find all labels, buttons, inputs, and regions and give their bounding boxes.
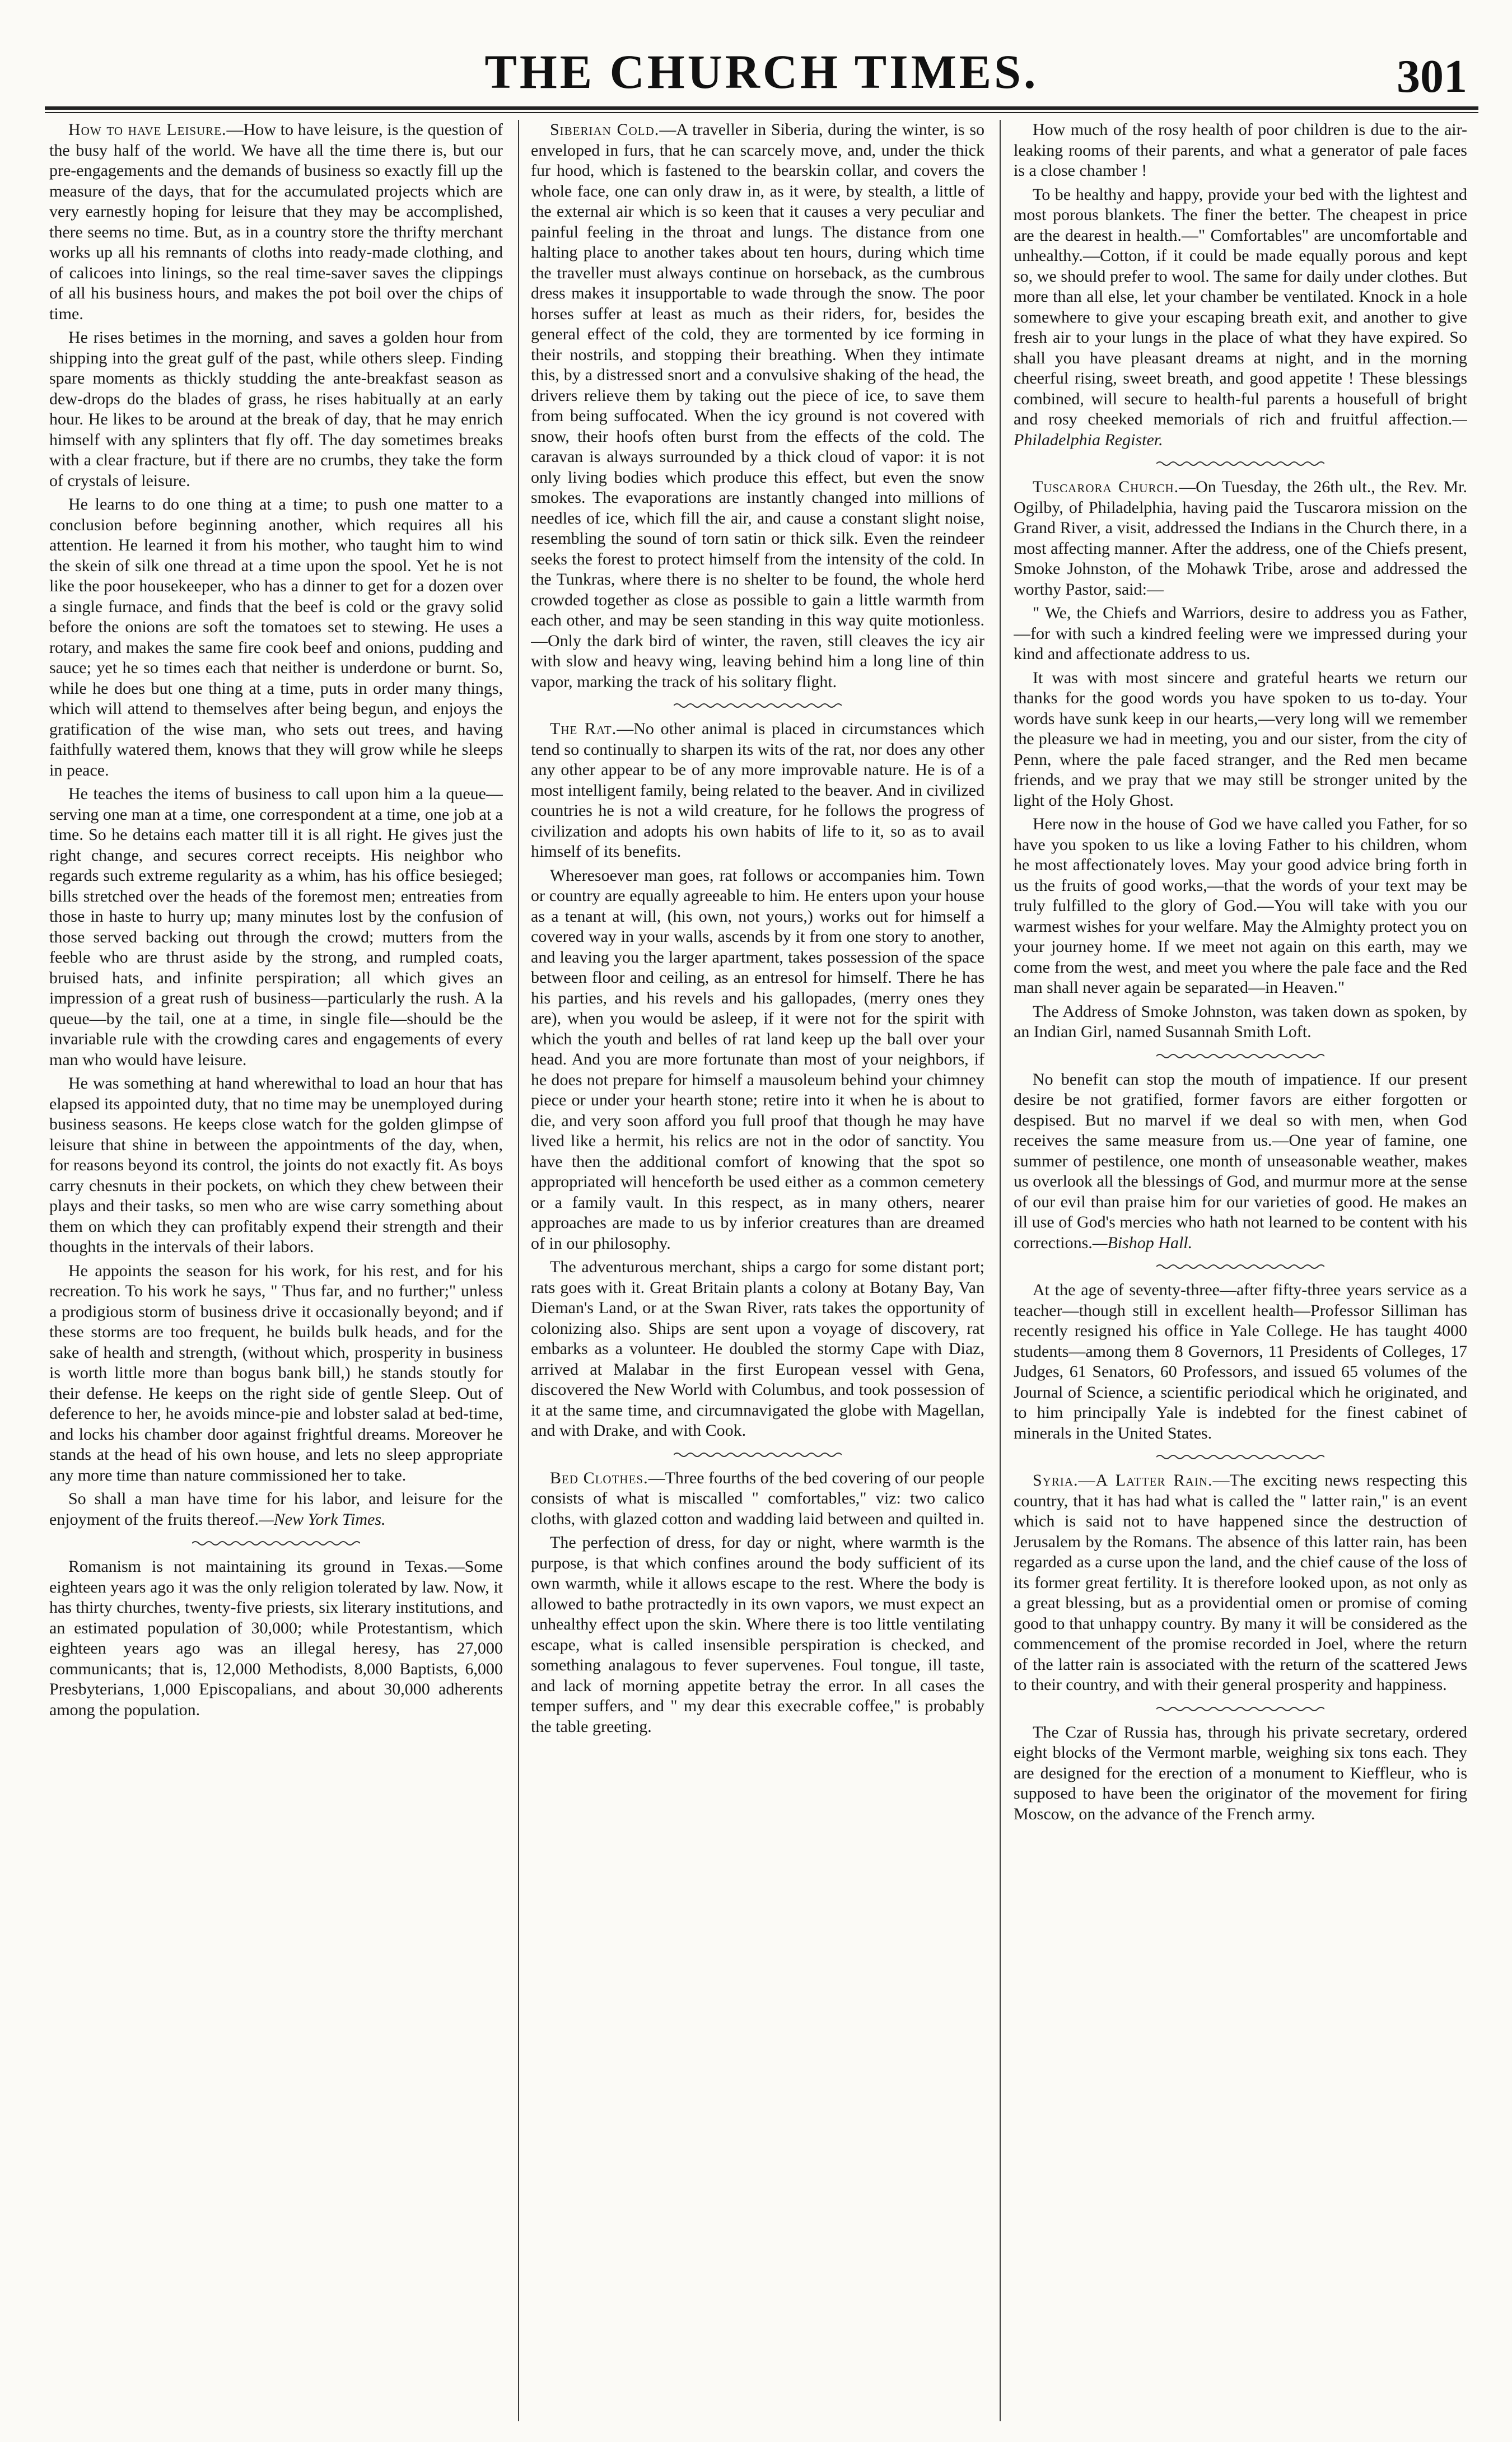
article-bed-clothes: Bed Clothes.—Three fourths of the bed covering of our people consists of what is miscalled " comfortables," viz: two calico cloths, with glazed cotton and wadding laid between and quilted in. (531, 1468, 984, 1528)
article-silliman: At the age of seventy-three—after fifty-three years service as a teacher—though still in excellent health—Professor Silliman has recently resigned his office in Yale College. He has taught 4000 students—among them 8 Governors, 11 Presidents of Colleges, 17 Judges, 61 Senators, 60 Professors, and issued 65 volumes of the Journal of Science, a scientific periodical which he originated, and to him principally Yale is indebted for the finest cabinet of minerals in the United States. (1014, 1281, 1467, 1442)
newspaper-title: THE CHURCH TIMES. (484, 45, 1039, 99)
article-rat: The Rat.—No other animal is placed in circumstances which tend so continually to sharpen its wits of the rat, nor does any other any other appear to be of any more improvable nature. He is of a most intelligent family, being related to the beaver. And in civilized countries he is not a wild creature, for he follows the progress of civilization and adopts his own habits of life to it, so as to avail himself of its benefits. (531, 720, 984, 861)
article-paragraph: He teaches the items of business to call upon him a la queue—serving one man at a time, one correspondent at a time, one job at a time. So he detains each matter till it is all right. He gives just the right change, and secures correct receipts. His neighbor who regards such extreme regularity as a whim, has his office besieged; bills stretched over the heads of the foremost men; entreaties from those in haste to hurry up; many minutes lost by the confusion of those served backing out through the crowd; mutters from the feeble who are thrust aside by the strong, and rumpled coats, bruised hats, and infinite perspiration; all which gives an impression of a great rush of business—particularly the rush. A la queue—by the tail, one at a time, in single file—should be the invariable rule with the crowding cares and engagements of every man who would have leisure. (49, 785, 503, 1069)
column-2 (531, 120, 984, 2427)
article-source: —Philadelphia Register. (1014, 410, 1467, 449)
column-3 (1014, 120, 1467, 2427)
article-paragraph: The Address of Smoke Johnston, was taken down as spoken, by an Indian Girl, named Susannah Smith Loft. (1014, 1002, 1467, 1041)
article-paragraph: How much of the rosy health of poor children is due to the air-leaking rooms of their parents, and what a generator of pale faces is a close chamber ! (1014, 120, 1467, 180)
wavy-rule-icon (674, 702, 842, 709)
column-1 (49, 120, 503, 2427)
masthead-rule (45, 106, 1478, 110)
article-paragraph: He appoints the season for his work, for his rest, and for his recreation. To his work he says, " Thus far, and no further;" unless a prodigious storm of business drive it occasionally beyond; and if these storms are too frequent, he builds bulk heads, and for the sake of health and strength, (without which, prosperity in business is worth little more than bogus bank bill,) he stands stoutly for their defense. He keeps on the right side of gentle Sleep. Out of deference to her, he avoids mince-pie and lobster salad at bed-time, and locks his chamber door against frightful dreams. Moreover he stands at the head of his own house, and lets no sleep appropriate any more time than nature commissioned her to take. (49, 1261, 503, 1484)
article-paragraph: " We, the Chiefs and Warriors, desire to address you as Father,—for with such a kindred feeling were we impressed during your kind and affectionate address to us. (1014, 604, 1467, 663)
article-heading: Syria.—A Latter Rain. (1033, 1471, 1213, 1490)
wavy-rule-icon (674, 1451, 842, 1459)
wavy-rule-divider (1014, 458, 1467, 469)
article-paragraph: Wheresoever man goes, rat follows or accompanies him. Town or country are equally agreeable to him. He enters upon your house as a tenant at will, (his own, not yours,) works out for himself a covered way in your walls, ascends by it from one story to another, and leaving you the larger apartment, takes possession of the space between floor and ceiling, as an entresol for himself. There he has his parties, and his revels and his gallopades, (merry ones they are), when you would be asleep, if it were not for the spirit with which the youth and belles of rat land keep up the ball over your head. And you are more fortunate than most of your neighbors, if he does not prepare for himself a mausoleum behind your chimney piece or under your hearth stone; retire into it when he is about to die, and very soon afford you full proof that though he may have lived like a hermit, his relics are not in the odor of sanctity. You have then the additional comfort of knowing that the spot so appropriated will henceforth be used either as a common cemetery or a family vault. In this respect, as in many others, nearer approaches are made to us by inferior creatures than are dreamed of in our philosophy. (531, 866, 984, 1253)
article-paragraph-closing: So shall a man have time for his labor, and leisure for the enjoyment of the fruits thereof.—New York Times. (49, 1490, 503, 1529)
article-paragraph: He rises betimes in the morning, and saves a golden hour from shipping into the great gulf of the past, while others sleep. Finding spare moments as thickly studding the ante-breakfast season as dew-drops do the blades of grass, he rises habitually at an early hour. He likes to be around at the break of day, that he may enrich himself with any splinters that fly off. The day sometimes breaks with a clear fracture, but if there are no crumbs, they take the form of crystals of leisure. (49, 328, 503, 490)
article-leisure-intro: How to have Leisure.—How to have leisure, is the question of the busy half of the world. We have all the time there is, but our pre-engagements and the demands of business so exactly fill up the measure of the days, that for the accumulated projects which are very earnestly hoping for leisure that they may be accomplished, there seems no time. But, as in a country store the thrifty merchant works up all his remnants of cloths into ready-made clothing, and of calicoes into linings, so the real time-saver saves the clippings of all his business hours, and makes the pot boil over the chips of time. (49, 120, 503, 323)
article-heading: The Rat. (550, 720, 617, 738)
wavy-rule-divider (531, 700, 984, 711)
wavy-rule-divider (1014, 1261, 1467, 1272)
column-divider-1 (518, 120, 519, 2421)
article-texas: Romanism is not maintaining its ground in Texas.—Some eighteen years ago it was the only religion tolerated by law. Now, it has thirty churches, twenty-five priests, six literary institutions, and an estimated population of 30,000; while Protestantism, which eighteen years ago was an illegal heresy, has 27,000 communicants; that is, 12,000 Methodists, 8,000 Baptists, 6,000 Presbyterians, 1,000 Episcopalians, and about 30,000 adherents among the population. (49, 1557, 503, 1719)
wavy-rule-icon (192, 1539, 360, 1547)
masthead (45, 17, 1478, 101)
article-heading: Siberian Cold. (550, 120, 660, 139)
article-heading: How to have Leisure. (68, 120, 227, 139)
wavy-rule-icon (1156, 1453, 1324, 1461)
article-impatience: No benefit can stop the mouth of impatience. If our present desire be not gratified, former favors are either forgotten or despised. But no marvel if we deal so with men, when God receives the same measure from us.—One year of famine, one summer of pestilence, one month of unseasonable weather, makes us overlook all the blessings of God, and murmur more at the sense of our evil than praise him for our varieties of good. He makes an ill use of God's mercies who hath not learned to be content with his corrections.—Bishop Hall. (1014, 1070, 1467, 1252)
article-heading: Bed Clothes. (550, 1468, 648, 1487)
wavy-rule-icon (1156, 1052, 1324, 1060)
wavy-rule-divider (49, 1538, 503, 1549)
article-paragraph: The perfection of dress, for day or night, where warmth is the purpose, is that which confines around the body sufficient of its own warmth, while it allows escape to the rest. Where the body is allowed to bathe protractedly in its own vapors, we must expect an unhealthy effect upon the skin. Where there is too little ventilating escape, what is called insensible perspiration is checked, and something analagous to fever supervenes. Foul tongue, ill taste, and lack of morning appetite betray the error. In all cases the temper suffers, and " my dear this execrable coffee," is probably the table greeting. (531, 1533, 984, 1736)
wavy-rule-divider (1014, 1451, 1467, 1463)
wavy-rule-icon (1156, 460, 1324, 468)
article-siberian-cold: Siberian Cold.—A traveller in Siberia, during the winter, is so enveloped in furs, that he can scarcely move, and, under the thick fur hood, which is fastened to the bearskin collar, and covers the whole face, one can only draw in, as it were, by stealth, a little of the external air which is so keen that it causes a very peculiar and painful feeling in the throat and lungs. The distance from one halting place to another takes about ten hours, during which time the traveller must always continue on horseback, as the cumbrous dress makes it insupportable to wade through the snow. The poor horses suffer at least as much as their riders, for, besides the general effect of the cold, they are tormented by ice forming in their nostrils, and stopping their breathing. When they intimate this, by a distressed snort and a convulsive shaking of the head, the drivers relieve them by taking out the piece of ice, to save them from being suffocated. When the icy ground is not covered with snow, their hoofs often burst from the effects of the cold. The caravan is always surrounded by a thick cloud of vapor: it is not only living bodies which produce this effect, but even the snow smokes. The evaporations are instantly changed into millions of needles of ice, which fill the air, and cause a constant slight noise, resembling the sound of torn satin or thick silk. Even the reindeer seeks the forest to protect himself from the intensity of the cold. In the Tunkras, where there is no shelter to be found, the whole herd crowded together as close as possible to gain a little warmth from each other, and may be seen standing in this way quite motionless.—Only the dark bird of winter, the raven, still cleaves the icy air with slow and heavy wing, leaving behind him a long line of thin vapor, marking the track of his solitary flight. (531, 120, 984, 691)
article-czar-marble: The Czar of Russia has, through his private secretary, ordered eight blocks of the Vermont marble, weighing six tons each. They are designed for the erection of a monument to Kieffleur, who is supposed to have been the originator of the movement for firing Moscow, on the advance of the French army. (1014, 1722, 1467, 1823)
masthead-rule-thin (45, 112, 1478, 113)
article-source: —Bishop Hall. (1092, 1233, 1193, 1252)
article-tuscarora-church: Tuscarora Church.—On Tuesday, the 26th ult., the Rev. Mr. Ogilby, of Philadelphia, having paid the Tuscarora mission on the Grand River, a visit, addressed the Indians in the Church there, in a most affecting manner. After the address, one of the Chiefs present, Smoke Johnston, of the Mohawk Tribe, arose and addressed the worthy Pastor, said:— (1014, 478, 1467, 599)
article-paragraph: He was something at hand wherewithal to load an hour that has elapsed its appointed duty, that no time may be unemployed during business seasons. He keeps close watch for the golden glimpse of leisure that shine in between the appointments of the day, when, for reasons beyond its control, the joints do not exactly fit. As boys carry chesnuts in their pockets, on which they chew between their plays and their tasks, so men who are wise carry something about them on which they can profitably expend their strength and their thoughts in the intervals of their labors. (49, 1074, 503, 1256)
article-heading: Tuscarora Church. (1033, 478, 1179, 496)
article-paragraph: The adventurous merchant, ships a cargo for some distant port; rats goes with it. Great Britain plants a colony at Botany Bay, Van Dieman's Land, or at the Swan River, rats takes the opportunity of colonizing also. Ships are sent upon a voyage of discovery, rat embarks as a volunteer. He doubled the stormy Cape with Diaz, arrived at Malabar in the first European vessel with Gena, discovered the New World with Columbus, and took possession of it at the same time, and circumnavigated the globe with Magellan, and with Drake, and with Cook. (531, 1258, 984, 1440)
article-paragraph-closing: To be healthy and happy, provide your bed with the lightest and most porous blankets. The finer the better. The cheapest in price are the dearest in health.—" Comfortables" are uncomfortable and unhealthy.—Cotton, if it could be made equally porous and kept so, we should prefer to wool. The same for daily under clothes. But more than all else, let your chamber be ventilated. Knock in a hole somewhere to give your escaping breath exit, and another to give fresh air to your lungs in the place of what they have expired. So shall you have pleasant dreams at night, and in the morning cheerful rising, sweet breath, and good appetite ! These blessings combined, will secure to health-ful parents a housefull of bright and rosy cheeked memorials of rich and fruitful affection.—Philadelphia Register. (1014, 185, 1467, 449)
wavy-rule-icon (1156, 1263, 1324, 1271)
article-source: —New York Times. (259, 1510, 386, 1529)
page-number: 301 (1397, 50, 1467, 102)
column-divider-2 (1000, 120, 1001, 2421)
article-syria-latter-rain: Syria.—A Latter Rain.—The exciting news respecting this country, that it has had what is called the " latter rain," is an event which is said not to have happened since the destruction of Jerusalem by the Romans. The absence of this latter rain, has been regarded as a curse upon the land, and the chief cause of the loss of its former great fertility. It is therefore looked upon, as not only as a great blessing, but as a providential omen or promise of coming good to that unhappy country. By many it will be considered as the commencement of the promise recorded in Joel, where the return of the latter rain is associated with the return of the scattered Jews to their country, and with their general prosperity and happiness. (1014, 1471, 1467, 1694)
article-paragraph: Here now in the house of God we have called you Father, for so have you spoken to us like a loving Father to his children, whom he most affectionately loves. May your good advice bring forth in us the fruits of good works,—that the words of your text may be truly fulfilled to the glory of God.—You will take with you our warmest wishes for your welfare. May the Almighty protect you on your journey home. If we meet not again on this earth, may we come from the west, and meet you where the pale face and the Red man shall never again be separated—in Heaven." (1014, 815, 1467, 997)
wavy-rule-divider (531, 1449, 984, 1460)
wavy-rule-divider (1014, 1050, 1467, 1062)
wavy-rule-divider (1014, 1703, 1467, 1715)
wavy-rule-icon (1156, 1705, 1324, 1713)
article-paragraph: It was with most sincere and grateful hearts we return our thanks for the good words you have spoken to us to-day. Your words have sunk keep in our hearts,—very long will we remember the pleasure we had in meeting, you and our sister, from the city of Penn, where the pale faced stranger, and the Red men became friends, and we pray that we may still be stronger united by the light of the Holy Ghost. (1014, 668, 1467, 810)
article-paragraph: He learns to do one thing at a time; to push one matter to a conclusion before beginning another, which requires all his attention. He learned it from his mother, who taught him to wind the skein of silk one thread at a time upon the spool. Yet he is not like the poor housekeeper, who has a dinner to get for a dozen over a single furnace, and finds that the beef is cold or the gravy solid before the onions are soft the tomatoes set to stewing. He uses a rotary, and makes the same fire cook beef and onions, pudding and sauce; yet he so times each that neither is underdone or burnt. So, while he does but one thing at a time, puts in order many things, which will attend to themselves after being begun, and enjoys the gratification of the wise man, who sets out trees, and having faithfully watered them, knows that they will grow while he sleeps in peace. (49, 495, 503, 779)
